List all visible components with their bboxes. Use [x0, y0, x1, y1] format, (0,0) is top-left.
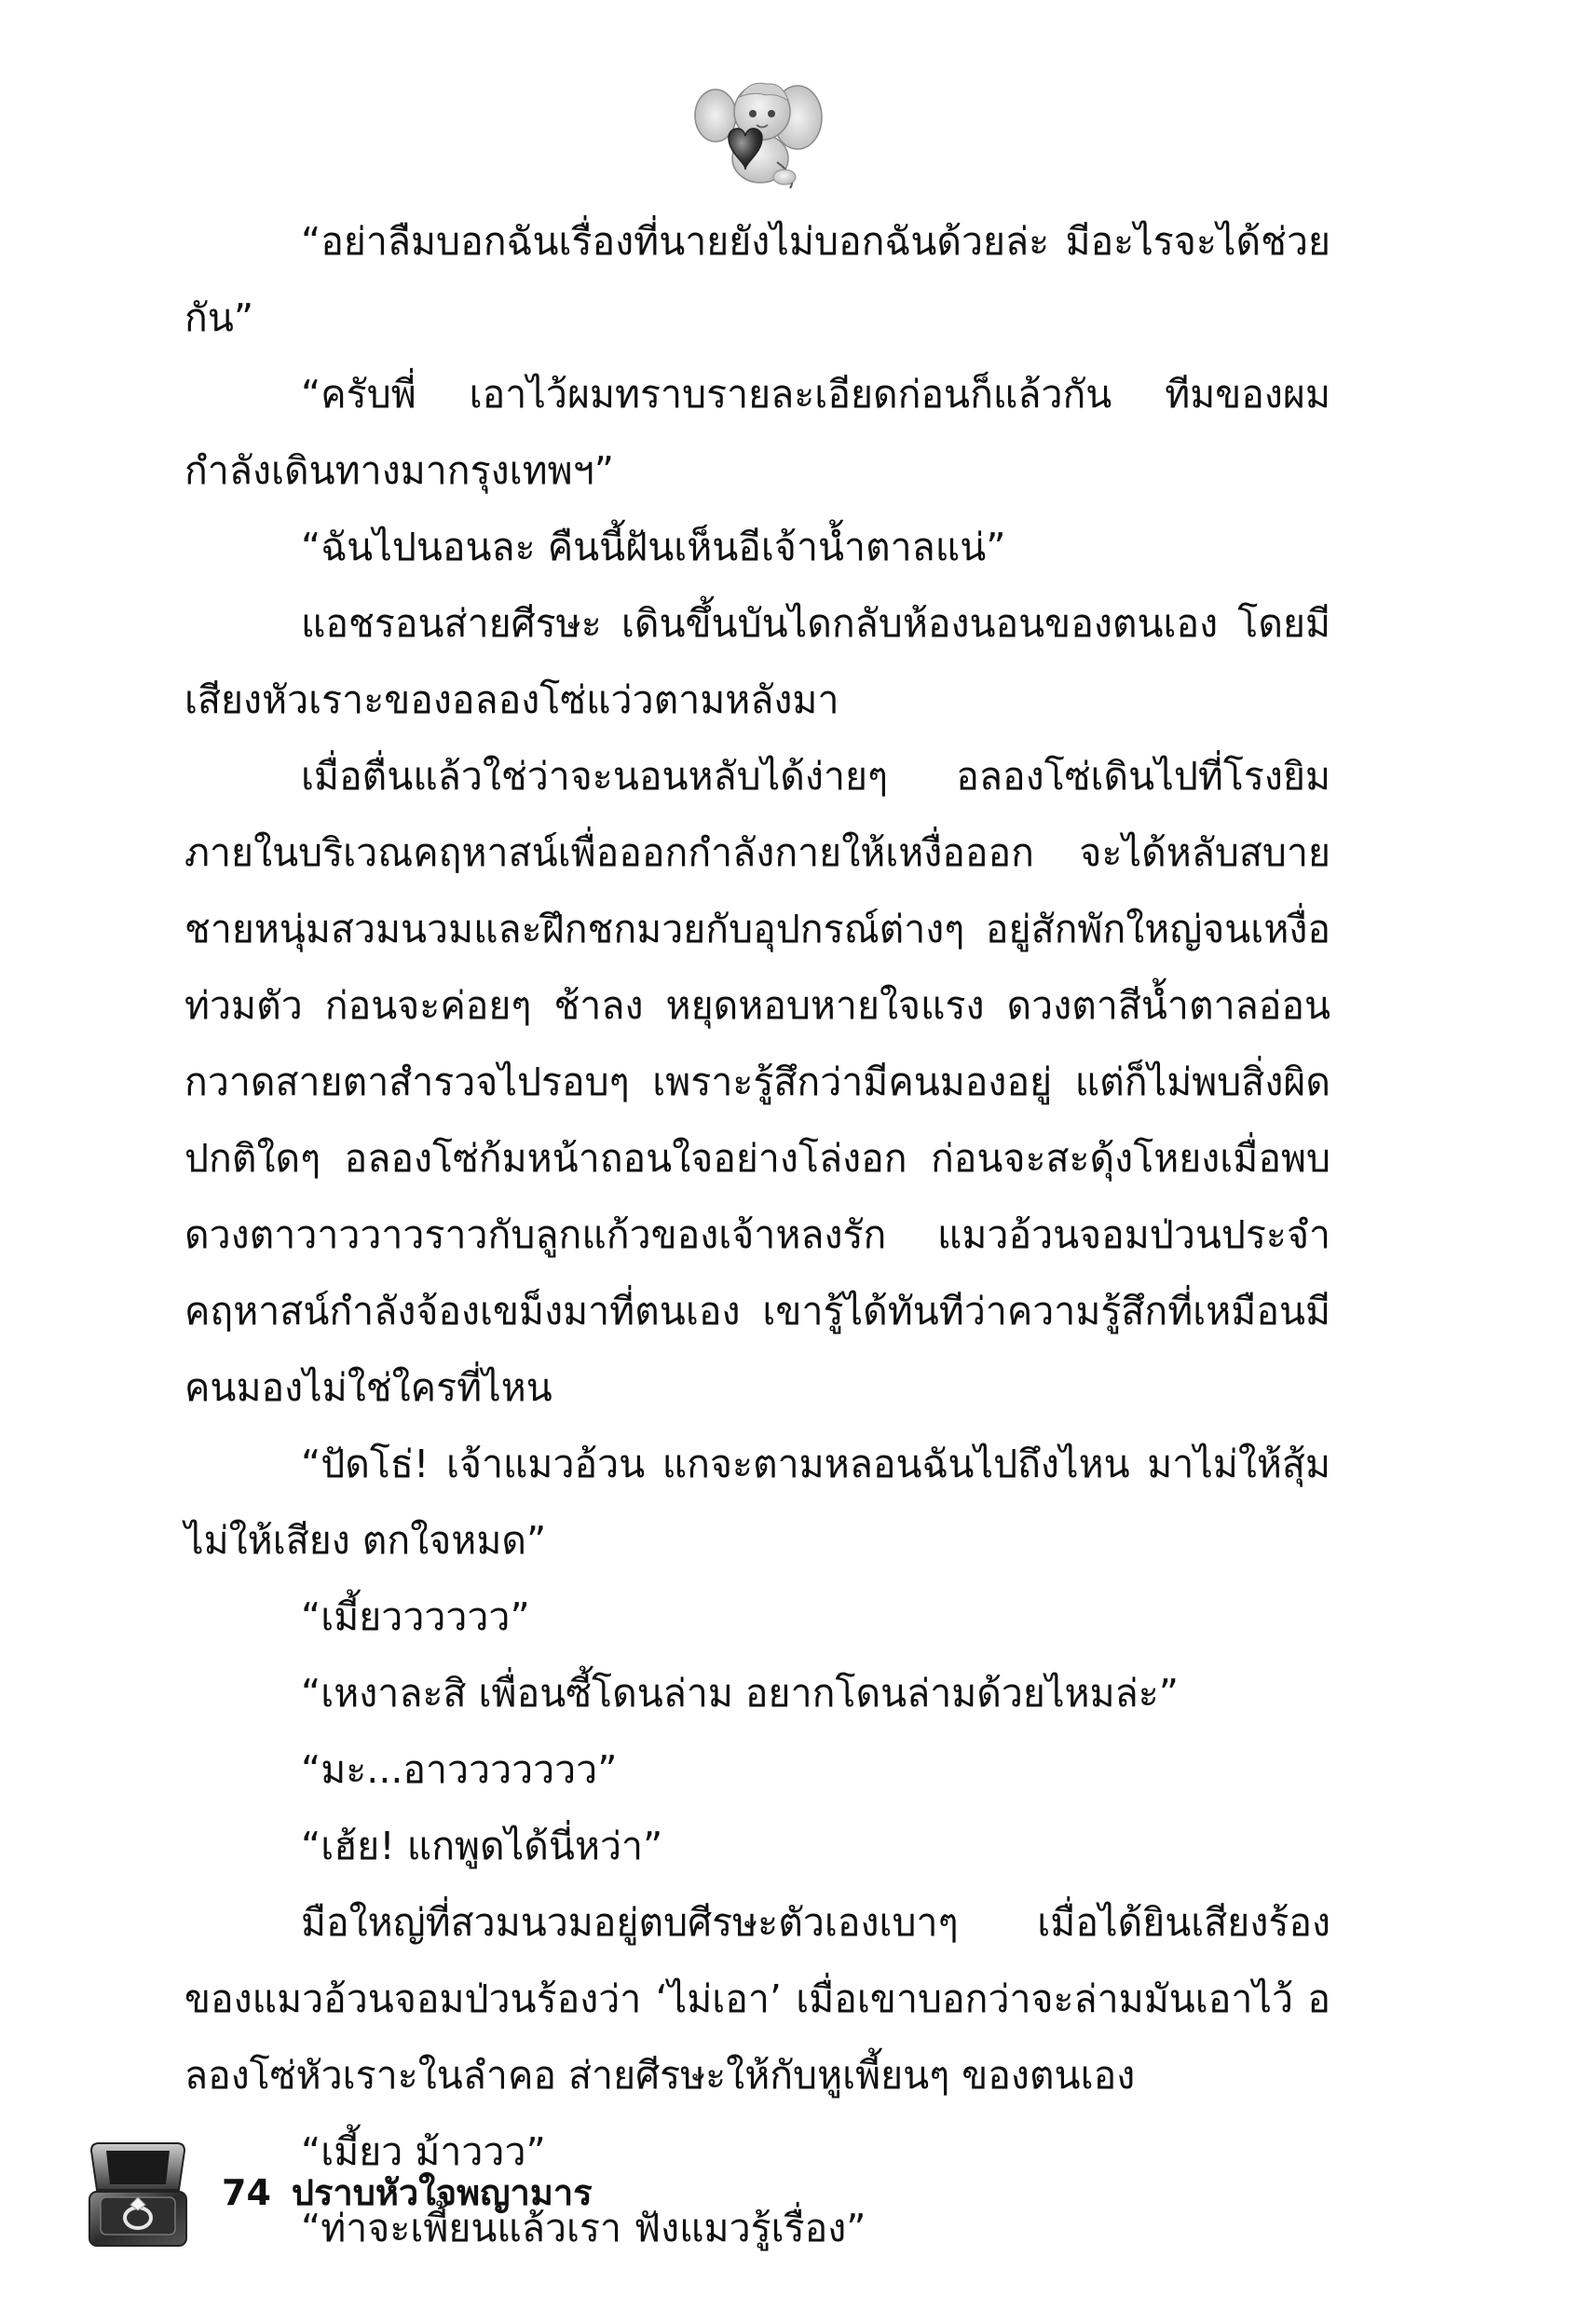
- story-text: [184, 203, 1330, 2266]
- paragraph: “ครับพี่ เอาไว้ผมทราบรายละเอียดก่อนก็แล้วกัน ทีมของผมกำลังเดินทางมากรุงเทพฯ”: [184, 372, 1330, 493]
- paragraph: มือใหญ่ที่สวมนวมอยู่ตบศีรษะตัวเองเบาๆ เมื่อได้ยินเสียงร้องของแมวอ้วนจอมป่วนร้องว่า ‘ไม่เอา’ เมื่อเขาบอกว่าจะล่ามมันเอาไว้ อลองโซ่หัวเราะในลำคอ ส่ายศีรษะให้กับหูเพี้ยนๆ ของตนเอง: [184, 1900, 1330, 2098]
- paragraph: แอชรอนส่ายศีรษะ เดินขึ้นบันไดกลับห้องนอนของตนเอง โดยมีเสียงหัวเราะของอลองโซ่แว่วตามหลังมา: [184, 601, 1330, 722]
- ring-box-icon: [82, 2136, 194, 2253]
- paragraph: “ท่าจะเพี้ยนแล้วเรา ฟังแมวรู้เรื่อง”: [301, 2206, 866, 2250]
- paragraph: “เหงาละสิ เพื่อนซี้โดนล่าม อยากโดนล่ามด้วยไหมล่ะ”: [301, 1671, 1179, 1716]
- book-title: ปราบหัวใจพญามาร: [291, 2172, 593, 2213]
- paragraph: เมื่อตื่นแล้วใช่ว่าจะนอนหลับได้ง่ายๆ อลองโซ่เดินไปที่โรงยิมภายในบริเวณคฤหาสน์เพื่อออกกำลังกายให้เหงื่อออก จะได้หลับสบาย ชายหนุ่มสวมนวมและฝึกชกมวยกับอุปกรณ์ต่างๆ อยู่สักพักใหญ่จนเหงื่อท่วมตัว ก่อนจะค่อยๆ ช้าลง หยุดหอบหายใจแรง ดวงตาสีน้ำตาลอ่อนกวาดสายตาสำรวจไปรอบๆ เพราะรู้สึกว่ามีคนมองอยู่ แต่ก็ไม่พบสิ่งผิดปกติใดๆ อลองโซ่ก้มหน้าถอนใจอย่างโล่งอก ก่อนจะสะดุ้งโหยงเมื่อพบดวงตาวาววาวราวกับลูกแก้วของเจ้าหลงรัก แมวอ้วนจอมป่วนประจำคฤหาสน์กำลังจ้องเขม็งมาที่ตนเอง เขารู้ได้ทันทีว่าความรู้สึกที่เหมือนมีคนมองไม่ใช่ใครที่ไหน: [184, 754, 1330, 1410]
- paragraph: “อย่าลืมบอกฉันเรื่องที่นายยังไม่บอกฉันด้วยล่ะ มีอะไรจะได้ช่วยกัน”: [184, 219, 1330, 340]
- paragraph: “เฮ้ย! แกพูดได้นี่หว่า”: [301, 1824, 663, 1868]
- cupid-with-heart-icon: [688, 73, 827, 192]
- paragraph: “มะ...อาววววววว”: [301, 1747, 618, 1792]
- paragraph: “ปัดโธ่! เจ้าแมวอ้วน แกจะตามหลอนฉันไปถึงไหน มาไม่ให้สุ้มไม่ให้เสียง ตกใจหมด”: [184, 1442, 1330, 1563]
- paragraph: “เมี้ยว ม้าววว”: [301, 2129, 546, 2174]
- page-number: 74: [222, 2172, 271, 2213]
- paragraph: “ฉันไปนอนละ คืนนี้ฝันเห็นอีเจ้าน้ำตาลแน่”: [301, 525, 1006, 569]
- paragraph: “เมี้ยวววววว”: [301, 1594, 530, 1639]
- page-footer: [222, 2169, 593, 2216]
